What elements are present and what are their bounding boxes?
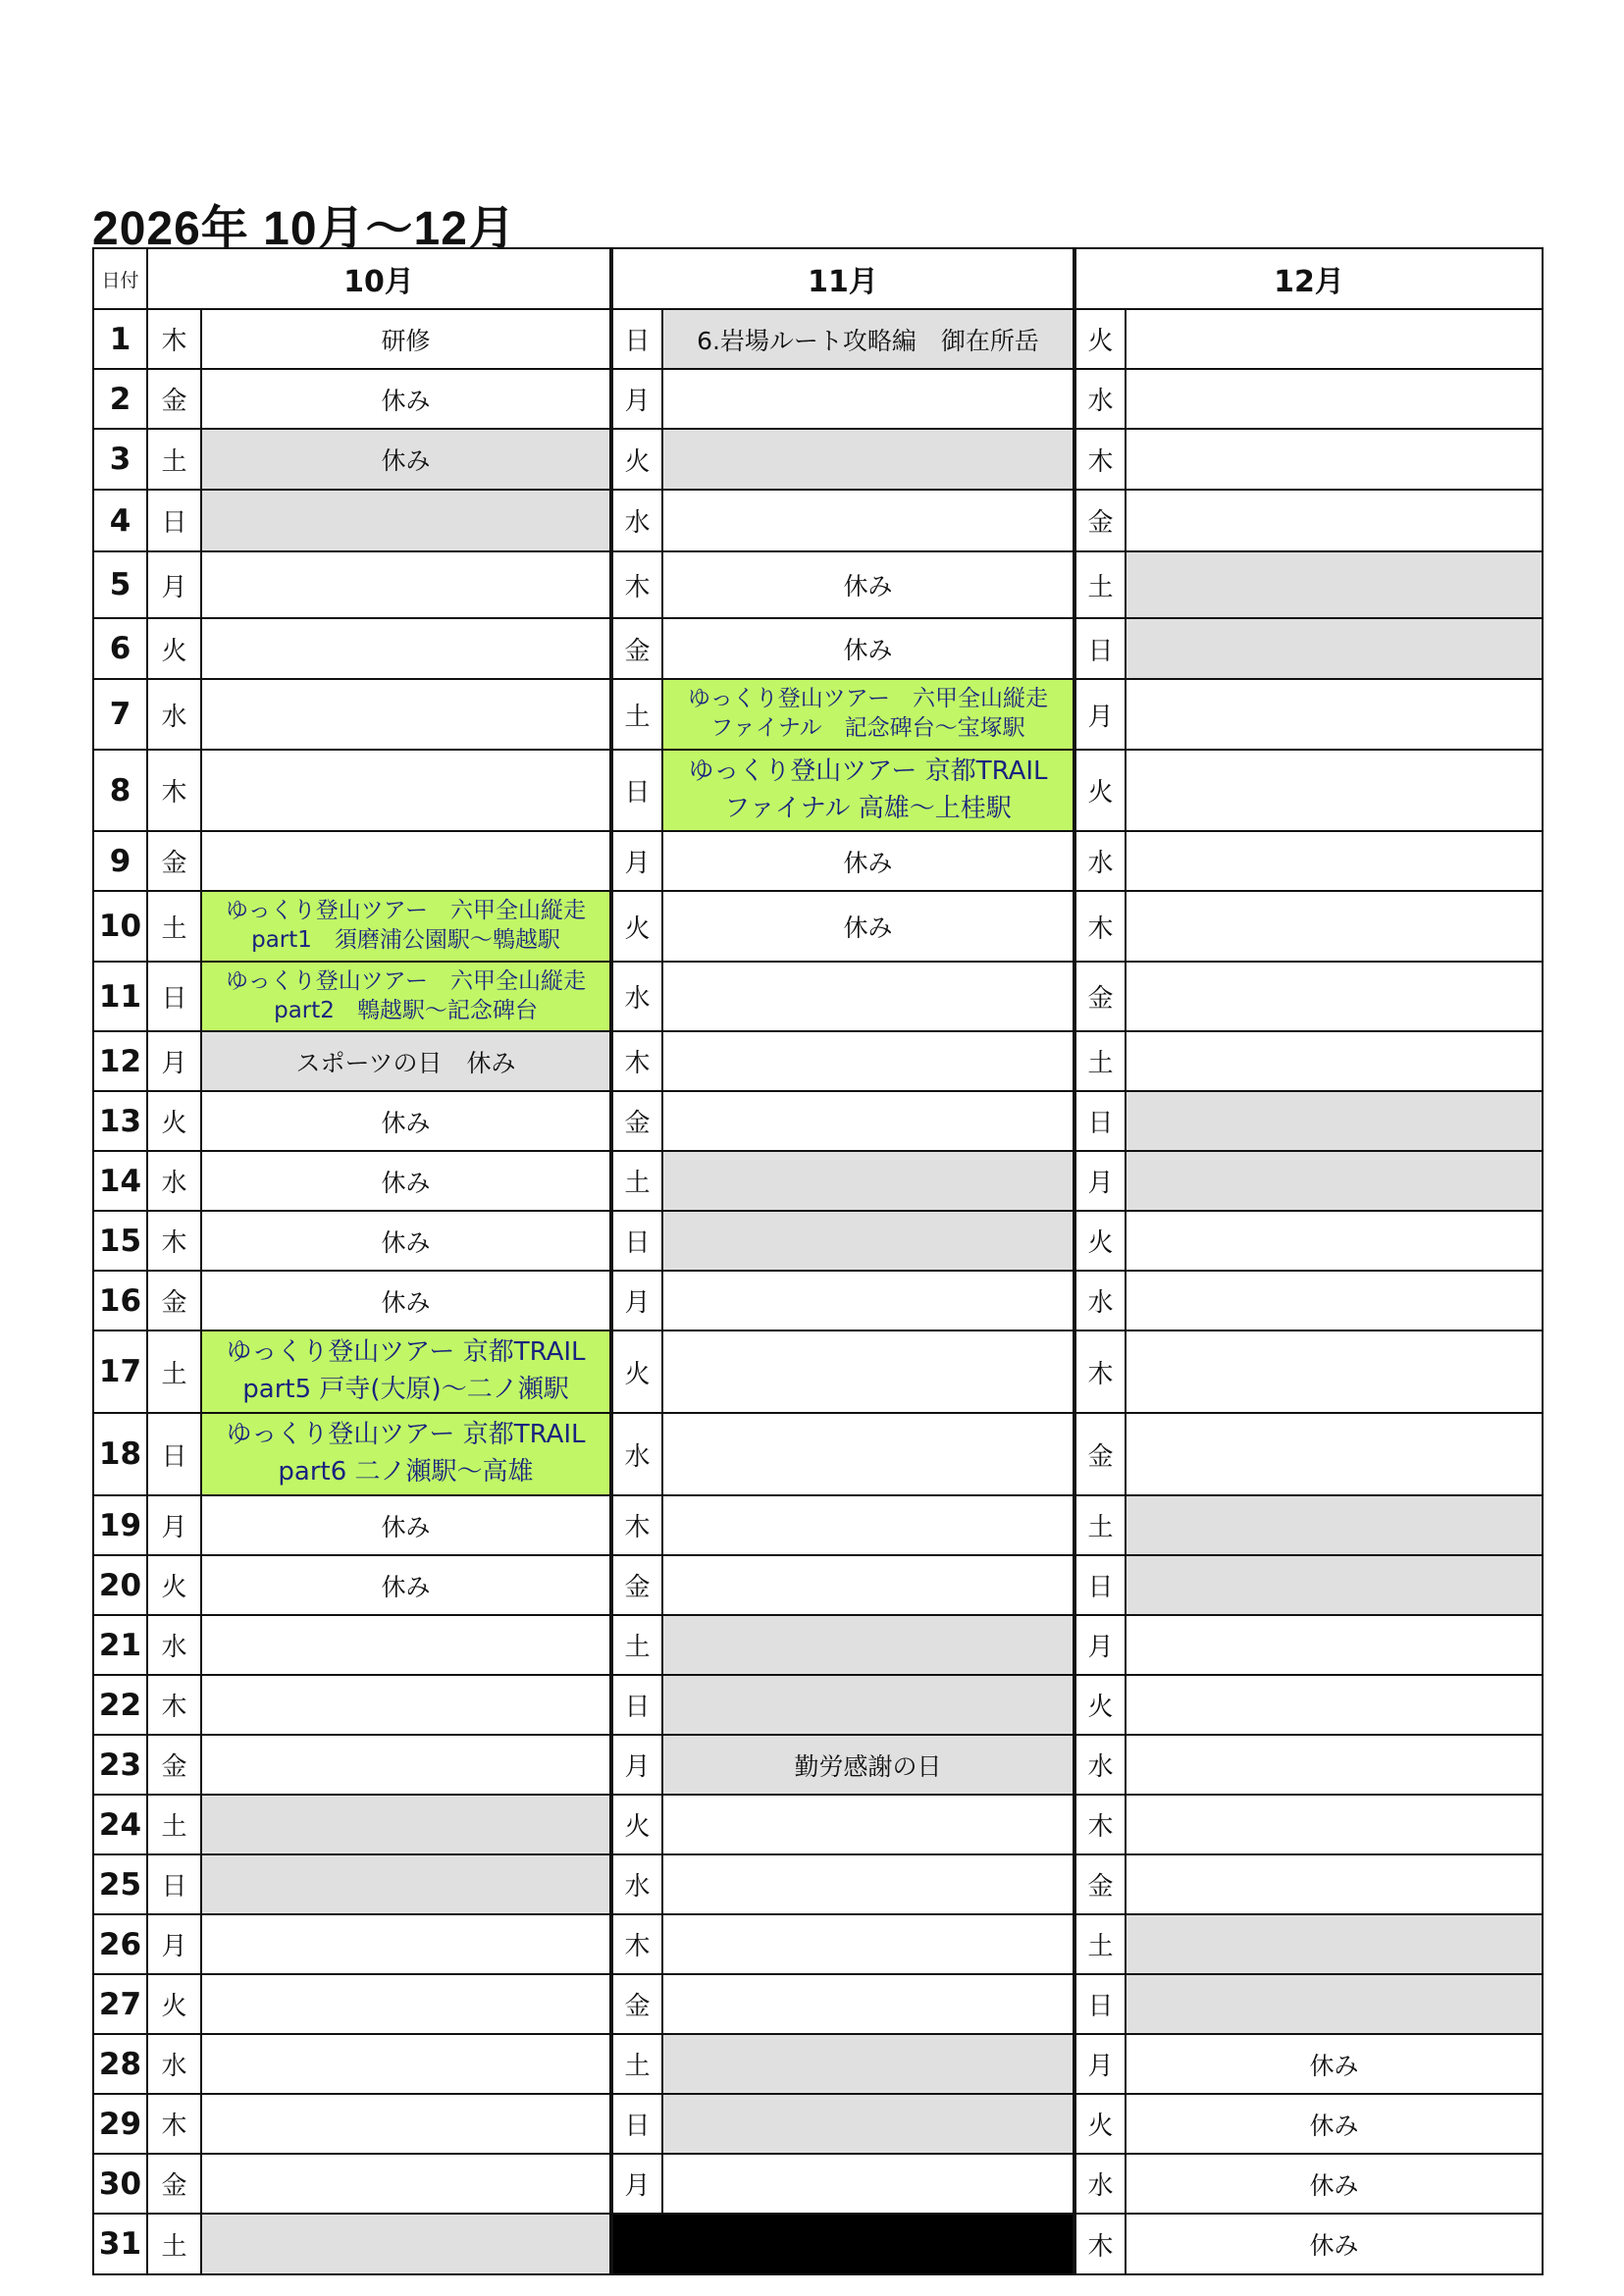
weekday-dec: 火	[1074, 2094, 1126, 2154]
event-cell-oct: ゆっくり登山ツアー 京都TRAIL part5 戸寺(大原)〜二ノ瀬駅	[201, 1331, 611, 1413]
weekday-nov: 日	[611, 2094, 662, 2154]
table-row	[93, 891, 1543, 962]
event-cell-dec	[1126, 1735, 1543, 1795]
weekday-oct: 金	[147, 2154, 201, 2214]
weekday-oct: 木	[147, 2094, 201, 2154]
weekday-dec: 金	[1074, 1854, 1126, 1914]
day-number: 8	[93, 750, 147, 831]
event-cell-oct	[201, 618, 611, 679]
event-cell-dec	[1126, 750, 1543, 831]
table-row	[93, 831, 1543, 891]
event-cell-dec: 休み	[1126, 2214, 1543, 2274]
event-cell-dec	[1126, 369, 1543, 429]
table-row	[93, 1211, 1543, 1271]
weekday-dec: 土	[1074, 1495, 1126, 1555]
day-number: 14	[93, 1151, 147, 1211]
event-cell-nov	[662, 490, 1074, 551]
event-cell-nov	[662, 1854, 1074, 1914]
table-row	[93, 2214, 1543, 2274]
weekday-dec: 火	[1074, 1675, 1126, 1735]
month-header-nov: 11月	[611, 248, 1074, 309]
table-row	[93, 1413, 1543, 1495]
weekday-oct: 火	[147, 1091, 201, 1151]
event-cell-nov: 休み	[662, 831, 1074, 891]
weekday-dec: 火	[1074, 309, 1126, 369]
weekday-oct: 水	[147, 2034, 201, 2094]
event-cell-oct	[201, 1735, 611, 1795]
calendar-table	[92, 247, 1544, 2275]
weekday-dec: 金	[1074, 490, 1126, 551]
weekday-oct: 土	[147, 1331, 201, 1413]
weekday-nov: 木	[611, 1914, 662, 1974]
event-cell-oct	[201, 831, 611, 891]
event-cell-nov: 勤労感謝の日	[662, 1735, 1074, 1795]
event-cell-nov	[662, 1974, 1074, 2034]
nonexistent-day-cell	[611, 2214, 1074, 2274]
table-row	[93, 429, 1543, 490]
weekday-oct: 火	[147, 1555, 201, 1615]
weekday-oct: 土	[147, 2214, 201, 2274]
event-cell-oct	[201, 2214, 611, 2274]
weekday-dec: 木	[1074, 429, 1126, 490]
event-cell-dec	[1126, 1974, 1543, 2034]
weekday-nov: 金	[611, 1974, 662, 2034]
event-cell-dec: 休み	[1126, 2154, 1543, 2214]
weekday-dec: 土	[1074, 1914, 1126, 1974]
table-row	[93, 1974, 1543, 2034]
weekday-nov: 金	[611, 618, 662, 679]
weekday-dec: 日	[1074, 1091, 1126, 1151]
table-row	[93, 1795, 1543, 1854]
weekday-oct: 火	[147, 1974, 201, 2034]
event-cell-nov	[662, 2034, 1074, 2094]
event-cell-dec	[1126, 679, 1543, 750]
weekday-oct: 月	[147, 1495, 201, 1555]
day-number: 5	[93, 551, 147, 618]
day-number: 11	[93, 962, 147, 1031]
table-row	[93, 1555, 1543, 1615]
weekday-dec: 水	[1074, 2154, 1126, 2214]
event-cell-nov	[662, 1495, 1074, 1555]
weekday-nov: 火	[611, 1331, 662, 1413]
event-cell-dec	[1126, 309, 1543, 369]
weekday-dec: 木	[1074, 2214, 1126, 2274]
event-cell-dec	[1126, 490, 1543, 551]
weekday-nov: 月	[611, 831, 662, 891]
event-cell-oct	[201, 1914, 611, 1974]
table-row	[93, 1091, 1543, 1151]
day-number: 28	[93, 2034, 147, 2094]
event-cell-nov	[662, 1271, 1074, 1331]
weekday-dec: 日	[1074, 618, 1126, 679]
table-row	[93, 309, 1543, 369]
event-cell-oct: 休み	[201, 1271, 611, 1331]
event-cell-oct	[201, 1675, 611, 1735]
day-number: 31	[93, 2214, 147, 2274]
weekday-nov: 日	[611, 309, 662, 369]
event-cell-oct: 休み	[201, 1495, 611, 1555]
weekday-dec: 土	[1074, 551, 1126, 618]
weekday-oct: 土	[147, 891, 201, 962]
weekday-nov: 月	[611, 2154, 662, 2214]
weekday-nov: 土	[611, 1615, 662, 1675]
event-cell-nov: ゆっくり登山ツアー 六甲全山縦走 ファイナル 記念碑台〜宝塚駅	[662, 679, 1074, 750]
weekday-nov: 土	[611, 2034, 662, 2094]
weekday-dec: 水	[1074, 1271, 1126, 1331]
event-cell-oct	[201, 1854, 611, 1914]
weekday-oct: 金	[147, 1735, 201, 1795]
weekday-nov: 火	[611, 429, 662, 490]
weekday-dec: 水	[1074, 831, 1126, 891]
weekday-oct: 土	[147, 429, 201, 490]
month-header-oct: 10月	[147, 248, 611, 309]
event-cell-dec	[1126, 429, 1543, 490]
weekday-dec: 火	[1074, 1211, 1126, 1271]
table-row	[93, 1854, 1543, 1914]
day-number: 17	[93, 1331, 147, 1413]
event-cell-dec	[1126, 1091, 1543, 1151]
day-number: 3	[93, 429, 147, 490]
event-cell-nov	[662, 962, 1074, 1031]
event-cell-nov	[662, 1914, 1074, 1974]
weekday-oct: 木	[147, 1675, 201, 1735]
weekday-nov: 火	[611, 891, 662, 962]
weekday-dec: 木	[1074, 891, 1126, 962]
event-cell-nov: 6.岩場ルート攻略編 御在所岳	[662, 309, 1074, 369]
event-cell-dec	[1126, 891, 1543, 962]
table-row	[93, 1495, 1543, 1555]
weekday-oct: 水	[147, 1615, 201, 1675]
table-row	[93, 369, 1543, 429]
day-number: 13	[93, 1091, 147, 1151]
table-row	[93, 490, 1543, 551]
event-cell-oct: スポーツの日 休み	[201, 1031, 611, 1091]
weekday-nov: 土	[611, 1151, 662, 1211]
table-row	[93, 1331, 1543, 1413]
weekday-nov: 水	[611, 1854, 662, 1914]
table-row	[93, 1675, 1543, 1735]
event-cell-oct: ゆっくり登山ツアー 六甲全山縦走 part1 須磨浦公園駅〜鵯越駅	[201, 891, 611, 962]
weekday-nov: 土	[611, 679, 662, 750]
weekday-oct: 金	[147, 1271, 201, 1331]
weekday-oct: 水	[147, 1151, 201, 1211]
event-cell-nov	[662, 2154, 1074, 2214]
event-cell-oct	[201, 2034, 611, 2094]
day-number: 26	[93, 1914, 147, 1974]
table-row	[93, 1031, 1543, 1091]
day-number: 29	[93, 2094, 147, 2154]
day-number: 9	[93, 831, 147, 891]
event-cell-oct: 休み	[201, 1211, 611, 1271]
event-cell-oct: ゆっくり登山ツアー 京都TRAIL part6 二ノ瀬駅〜高雄	[201, 1413, 611, 1495]
weekday-dec: 月	[1074, 1151, 1126, 1211]
table-row	[93, 2094, 1543, 2154]
month-header-dec: 12月	[1074, 248, 1543, 309]
event-cell-oct: 休み	[201, 1555, 611, 1615]
weekday-dec: 金	[1074, 1413, 1126, 1495]
event-cell-oct	[201, 1615, 611, 1675]
event-cell-nov	[662, 1675, 1074, 1735]
day-number: 23	[93, 1735, 147, 1795]
table-row	[93, 2154, 1543, 2214]
event-cell-oct: 休み	[201, 1151, 611, 1211]
weekday-oct: 木	[147, 750, 201, 831]
weekday-nov: 日	[611, 1675, 662, 1735]
event-cell-oct: 休み	[201, 1091, 611, 1151]
event-cell-oct	[201, 1795, 611, 1854]
day-number: 27	[93, 1974, 147, 2034]
table-row	[93, 2034, 1543, 2094]
event-cell-nov: 休み	[662, 891, 1074, 962]
weekday-oct: 火	[147, 618, 201, 679]
event-cell-nov	[662, 1615, 1074, 1675]
event-cell-nov	[662, 1091, 1074, 1151]
event-cell-dec	[1126, 1795, 1543, 1854]
table-row	[93, 618, 1543, 679]
weekday-oct: 月	[147, 551, 201, 618]
event-cell-nov	[662, 1331, 1074, 1413]
weekday-oct: 金	[147, 369, 201, 429]
table-row	[93, 1914, 1543, 1974]
event-cell-oct: 休み	[201, 369, 611, 429]
weekday-oct: 木	[147, 1211, 201, 1271]
table-row	[93, 1271, 1543, 1331]
event-cell-oct	[201, 1974, 611, 2034]
event-cell-dec	[1126, 1615, 1543, 1675]
event-cell-dec: 休み	[1126, 2094, 1543, 2154]
weekday-oct: 土	[147, 1795, 201, 1854]
event-cell-dec	[1126, 1031, 1543, 1091]
event-cell-nov	[662, 1211, 1074, 1271]
event-cell-dec	[1126, 1675, 1543, 1735]
event-cell-nov	[662, 1413, 1074, 1495]
event-cell-nov	[662, 1795, 1074, 1854]
weekday-dec: 金	[1074, 962, 1126, 1031]
weekday-nov: 月	[611, 369, 662, 429]
weekday-nov: 日	[611, 1211, 662, 1271]
event-cell-dec	[1126, 1854, 1543, 1914]
event-cell-nov	[662, 1031, 1074, 1091]
day-number: 16	[93, 1271, 147, 1331]
day-number: 1	[93, 309, 147, 369]
weekday-dec: 月	[1074, 2034, 1126, 2094]
weekday-nov: 火	[611, 1795, 662, 1854]
event-cell-dec	[1126, 1495, 1543, 1555]
weekday-oct: 日	[147, 1854, 201, 1914]
event-cell-dec	[1126, 1555, 1543, 1615]
event-cell-nov	[662, 369, 1074, 429]
event-cell-oct	[201, 2094, 611, 2154]
weekday-nov: 月	[611, 1735, 662, 1795]
day-number: 12	[93, 1031, 147, 1091]
event-cell-dec	[1126, 1331, 1543, 1413]
event-cell-nov	[662, 1555, 1074, 1615]
table-row	[93, 1615, 1543, 1675]
event-cell-oct	[201, 679, 611, 750]
header-row	[93, 248, 1543, 309]
event-cell-oct: ゆっくり登山ツアー 六甲全山縦走 part2 鵯越駅〜記念碑台	[201, 962, 611, 1031]
weekday-nov: 木	[611, 1031, 662, 1091]
weekday-dec: 月	[1074, 1615, 1126, 1675]
event-cell-oct	[201, 2154, 611, 2214]
event-cell-oct	[201, 490, 611, 551]
table-row	[93, 750, 1543, 831]
weekday-nov: 木	[611, 551, 662, 618]
day-number: 21	[93, 1615, 147, 1675]
weekday-dec: 水	[1074, 1735, 1126, 1795]
event-cell-dec	[1126, 551, 1543, 618]
table-row	[93, 1735, 1543, 1795]
weekday-dec: 木	[1074, 1795, 1126, 1854]
weekday-dec: 土	[1074, 1031, 1126, 1091]
event-cell-dec	[1126, 1271, 1543, 1331]
event-cell-nov	[662, 1151, 1074, 1211]
weekday-nov: 月	[611, 1271, 662, 1331]
event-cell-oct	[201, 551, 611, 618]
day-number: 22	[93, 1675, 147, 1735]
event-cell-dec	[1126, 1914, 1543, 1974]
day-header: 日付	[93, 248, 147, 309]
event-cell-nov	[662, 2094, 1074, 2154]
day-number: 10	[93, 891, 147, 962]
day-number: 24	[93, 1795, 147, 1854]
weekday-nov: 木	[611, 1495, 662, 1555]
day-number: 7	[93, 679, 147, 750]
table-row	[93, 551, 1543, 618]
weekday-oct: 日	[147, 490, 201, 551]
day-number: 4	[93, 490, 147, 551]
day-number: 2	[93, 369, 147, 429]
day-number: 20	[93, 1555, 147, 1615]
event-cell-nov: ゆっくり登山ツアー 京都TRAIL ファイナル 高雄〜上桂駅	[662, 750, 1074, 831]
weekday-dec: 木	[1074, 1331, 1126, 1413]
weekday-dec: 月	[1074, 679, 1126, 750]
weekday-oct: 水	[147, 679, 201, 750]
weekday-nov: 水	[611, 1413, 662, 1495]
weekday-nov: 日	[611, 750, 662, 831]
event-cell-dec	[1126, 1151, 1543, 1211]
weekday-nov: 金	[611, 1091, 662, 1151]
event-cell-dec	[1126, 962, 1543, 1031]
weekday-oct: 日	[147, 1413, 201, 1495]
weekday-oct: 木	[147, 309, 201, 369]
event-cell-oct: 休み	[201, 429, 611, 490]
event-cell-dec	[1126, 831, 1543, 891]
day-number: 6	[93, 618, 147, 679]
weekday-oct: 月	[147, 1031, 201, 1091]
event-cell-dec	[1126, 1413, 1543, 1495]
table-row	[93, 679, 1543, 750]
page-title: 2026年 10月〜12月	[92, 203, 516, 255]
weekday-dec: 日	[1074, 1974, 1126, 2034]
event-cell-nov: 休み	[662, 551, 1074, 618]
weekday-dec: 日	[1074, 1555, 1126, 1615]
day-number: 19	[93, 1495, 147, 1555]
day-number: 25	[93, 1854, 147, 1914]
event-cell-nov	[662, 429, 1074, 490]
table-row	[93, 962, 1543, 1031]
weekday-oct: 金	[147, 831, 201, 891]
weekday-oct: 月	[147, 1914, 201, 1974]
event-cell-dec	[1126, 618, 1543, 679]
event-cell-dec: 休み	[1126, 2034, 1543, 2094]
weekday-dec: 火	[1074, 750, 1126, 831]
weekday-nov: 水	[611, 490, 662, 551]
day-number: 15	[93, 1211, 147, 1271]
day-number: 18	[93, 1413, 147, 1495]
weekday-oct: 日	[147, 962, 201, 1031]
event-cell-oct: 研修	[201, 309, 611, 369]
weekday-dec: 水	[1074, 369, 1126, 429]
event-cell-oct	[201, 750, 611, 831]
event-cell-nov: 休み	[662, 618, 1074, 679]
day-number: 30	[93, 2154, 147, 2214]
event-cell-dec	[1126, 1211, 1543, 1271]
weekday-nov: 水	[611, 962, 662, 1031]
weekday-nov: 金	[611, 1555, 662, 1615]
table-row	[93, 1151, 1543, 1211]
